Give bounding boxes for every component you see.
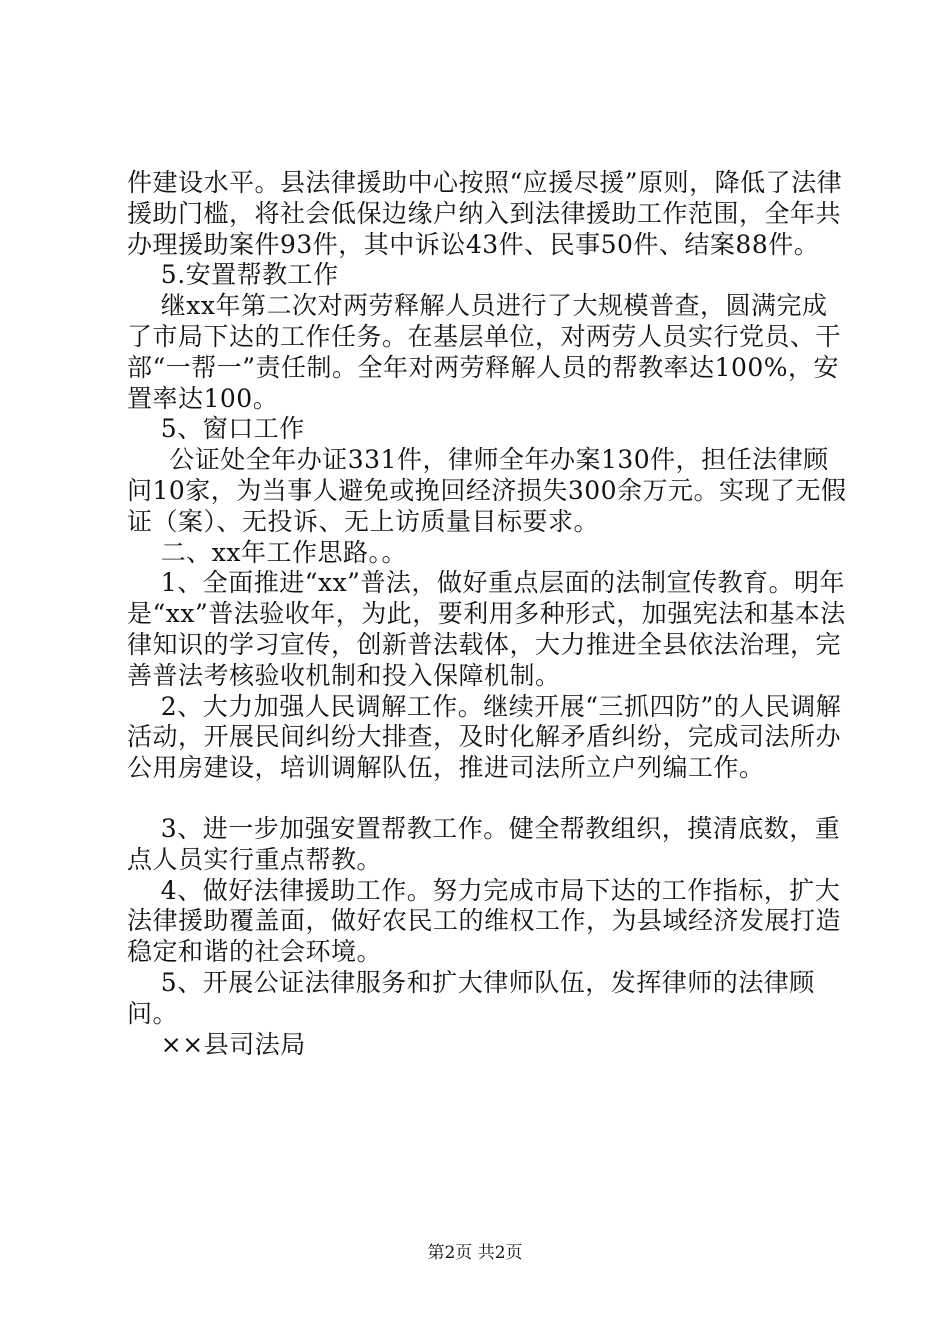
document-body: [127, 168, 847, 1060]
paragraph-plan-2: 2、大力加强人民调解工作。继续开展“三抓四防”的人民调解活动，开展民间纠纷大排查，及时化解矛盾纠纷，完成司法所办公用房建设，培训调解队伍，推进司法所立户列编工作。: [127, 691, 842, 783]
paragraph-legal-aid: 件建设水平。县法律援助中心按照“应援尽援”原则，降低了法律援助门槛，将社会低保边缘户纳入到法律援助工作范围，全年共办理援助案件93件，其中诉讼43件、民事50件、结案88件。: [127, 168, 843, 259]
heading-window-work: 5、窗口工作: [127, 414, 305, 444]
paragraph-window-work: 公证处全年办证331件，律师全年办案130件，担任法律顾问10家，为当事人避免或挽回经济损失300余万元。实现了无假证（案）、无投诉、无上访质量目标要求。: [127, 445, 847, 536]
paragraph-resettlement: 继xx年第二次对两劳释解人员进行了大规模普查，圆满完成了市局下达的工作任务。在基层单位，对两劳人员实行党员、干部“一帮一”责任制。全年对两劳释解人员的帮教率达100%，安置率达100。: [127, 291, 842, 413]
paragraph-plan-4: 4、做好法律援助工作。努力完成市局下达的工作指标，扩大法律援助覆盖面，做好农民工的维权工作，为县域经济发展打造稳定和谐的社会环境。: [127, 875, 842, 967]
signature-line: ××县司法局: [127, 1029, 306, 1059]
paragraph-plan-1: 1、全面推进“xx”普法，做好重点层面的法制宣传教育。明年是“xx”普法验收年，为此，要利用多种形式，加强宪法和基本法律知识的学习宣传，创新普法载体，大力推进全县依法治理，完善普法考核验收机制和投入保障机制。: [127, 568, 846, 690]
paragraph-gap: [127, 784, 847, 814]
page-footer: [0, 1243, 950, 1263]
heading-resettlement: 5.安置帮教工作: [127, 260, 339, 290]
paragraph-plan-3: 3、进一步加强安置帮教工作。健全帮教组织，摸清底数，重点人员实行重点帮教。: [127, 813, 841, 874]
page-number: 第2页 共2页: [427, 1243, 523, 1263]
heading-work-plan: 二、xx年工作思路。。: [127, 537, 407, 567]
paragraph-plan-5: 5、开展公证法律服务和扩大律师队伍，发挥律师的法律顾问。: [127, 967, 815, 1028]
